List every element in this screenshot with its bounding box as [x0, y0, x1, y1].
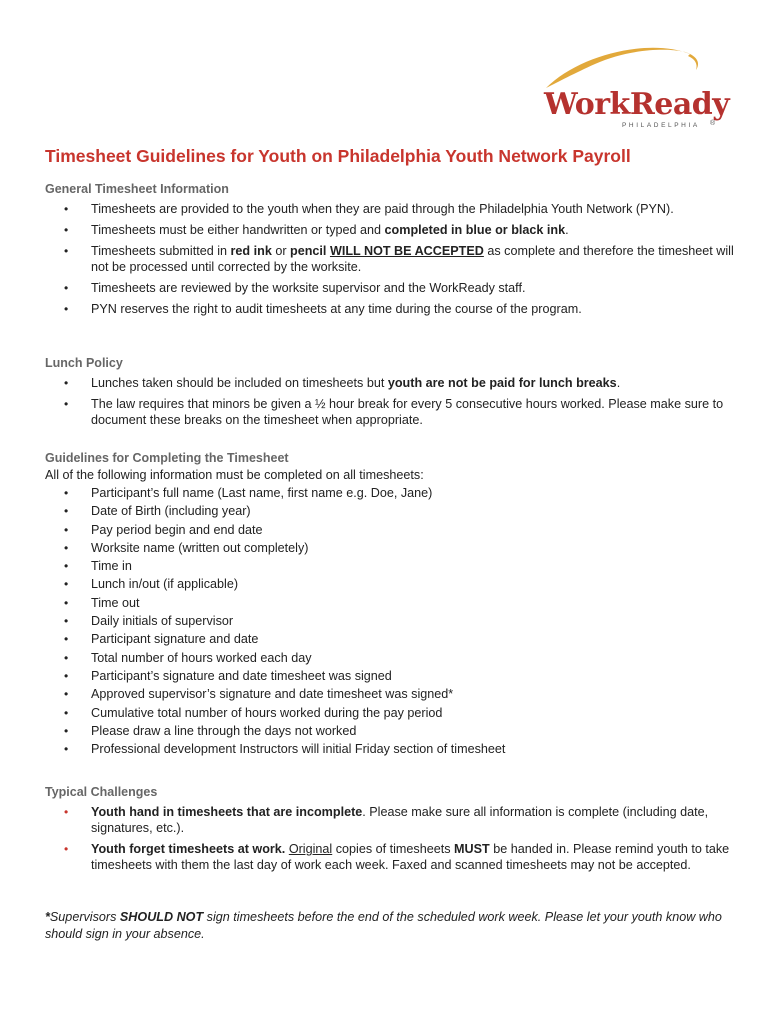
list-item: • The law requires that minors be given a ½ hour break for every 5 consecutive hours worked. Please make sure to document these breaks on the timesheet when appropriate. — [64, 397, 724, 427]
bullet-icon: • — [64, 223, 69, 237]
general-list — [45, 201, 735, 317]
list-item: • PYN reserves the right to audit timesheets at any time during the course of the program. — [64, 302, 582, 316]
bullet-icon: • — [64, 244, 69, 258]
list-item: • Participant signature and date — [45, 630, 735, 648]
page-title: Timesheet Guidelines for Youth on Philadelphia Youth Network Payroll — [45, 146, 631, 166]
list-item: • Worksite name (written out completely) — [45, 539, 735, 557]
bullet-icon: • — [64, 742, 69, 757]
section-heading-completing: Guidelines for Completing the Timesheet — [45, 451, 289, 465]
logo-wordmark: WorkReady — [544, 87, 730, 122]
list-item: • Cumulative total number of hours worked during the pay period — [45, 704, 735, 722]
bullet-icon: • — [64, 522, 69, 537]
section-general — [45, 181, 735, 322]
list-item: • Youth hand in timesheets that are incomplete. Please make sure all information is complete (including date, signatures, etc.). — [64, 805, 709, 835]
bullet-icon: • — [64, 540, 69, 555]
bullet-icon: • — [64, 723, 69, 738]
list-item: • Timesheets are reviewed by the worksite supervisor and the WorkReady staff. — [64, 281, 526, 295]
bullet-icon: • — [64, 376, 69, 390]
bullet-icon: • — [64, 632, 69, 647]
list-item: • Time in — [45, 557, 735, 575]
completing-intro: All of the following information must be completed on all timesheets: — [45, 468, 424, 482]
list-item: • Pay period begin and end date — [45, 521, 735, 539]
section-lunch — [45, 355, 735, 433]
bullet-icon: • — [64, 397, 69, 411]
workready-logo — [540, 42, 730, 132]
bullet-icon: • — [64, 302, 69, 316]
bullet-icon: • — [64, 705, 69, 720]
section-challenges — [45, 784, 735, 878]
list-item: • Please draw a line through the days not worked — [45, 722, 735, 740]
list-item: • Daily initials of supervisor — [45, 612, 735, 630]
lunch-list — [45, 375, 735, 428]
list-item: • Professional development Instructors will initial Friday section of timesheet — [45, 740, 735, 758]
list-item: • Lunch in/out (if applicable) — [45, 575, 735, 593]
list-item: • Participant’s full name (Last name, first name e.g. Doe, Jane) — [45, 484, 735, 502]
bullet-icon: • — [64, 281, 69, 295]
bullet-icon: • — [64, 486, 69, 500]
list-item: • Total number of hours worked each day — [45, 649, 735, 667]
logo-subtitle: PHILADELPHIA — [622, 122, 700, 129]
list-item: • Participant’s signature and date timesheet was signed — [45, 667, 735, 685]
section-completing — [45, 450, 735, 758]
list-item: • Timesheets must be either handwritten or typed and completed in blue or black ink. — [64, 223, 569, 237]
list-item: • Time out — [45, 594, 735, 612]
supervisor-footnote: *Supervisors SHOULD NOT sign timesheets before the end of the scheduled work week. Please let your youth know who should sign in your absence. — [45, 910, 722, 941]
logo-registered-mark: ® — [710, 120, 716, 127]
bullet-icon: • — [64, 842, 69, 856]
bullet-icon: • — [64, 668, 69, 683]
bullet-icon: • — [64, 650, 69, 665]
bullet-icon: • — [64, 577, 69, 592]
list-item: • Youth forget timesheets at work. Original copies of timesheets MUST be handed in. Please remind youth to take timesheets with them the last day of work each week. Faxed and scanned timesheets may not be accepted. — [64, 842, 730, 872]
list-item: • Approved supervisor’s signature and date timesheet was signed* — [45, 685, 735, 703]
bullet-icon: • — [64, 687, 69, 702]
bullet-icon: • — [64, 805, 69, 819]
section-heading-general: General Timesheet Information — [45, 182, 229, 196]
list-item: • Timesheets are provided to the youth when they are paid through the Philadelphia Youth Network (PYN). — [64, 202, 674, 216]
list-item: • Timesheets submitted in red ink or pencil WILL NOT BE ACCEPTED as complete and therefore the timesheet will not be processed until corrected by the worksite. — [64, 244, 734, 274]
section-heading-challenges: Typical Challenges — [45, 785, 158, 799]
bullet-icon: • — [64, 595, 69, 610]
list-item: • Date of Birth (including year) — [45, 502, 735, 520]
bullet-icon: • — [64, 202, 69, 216]
bullet-icon: • — [64, 559, 69, 574]
list-item: • Lunches taken should be included on timesheets but youth are not be paid for lunch breaks. — [64, 376, 621, 390]
bullet-icon: • — [64, 614, 69, 629]
section-heading-lunch: Lunch Policy — [45, 356, 123, 370]
bullet-icon: • — [64, 504, 69, 519]
completing-list — [45, 484, 735, 758]
challenges-list — [45, 804, 735, 873]
